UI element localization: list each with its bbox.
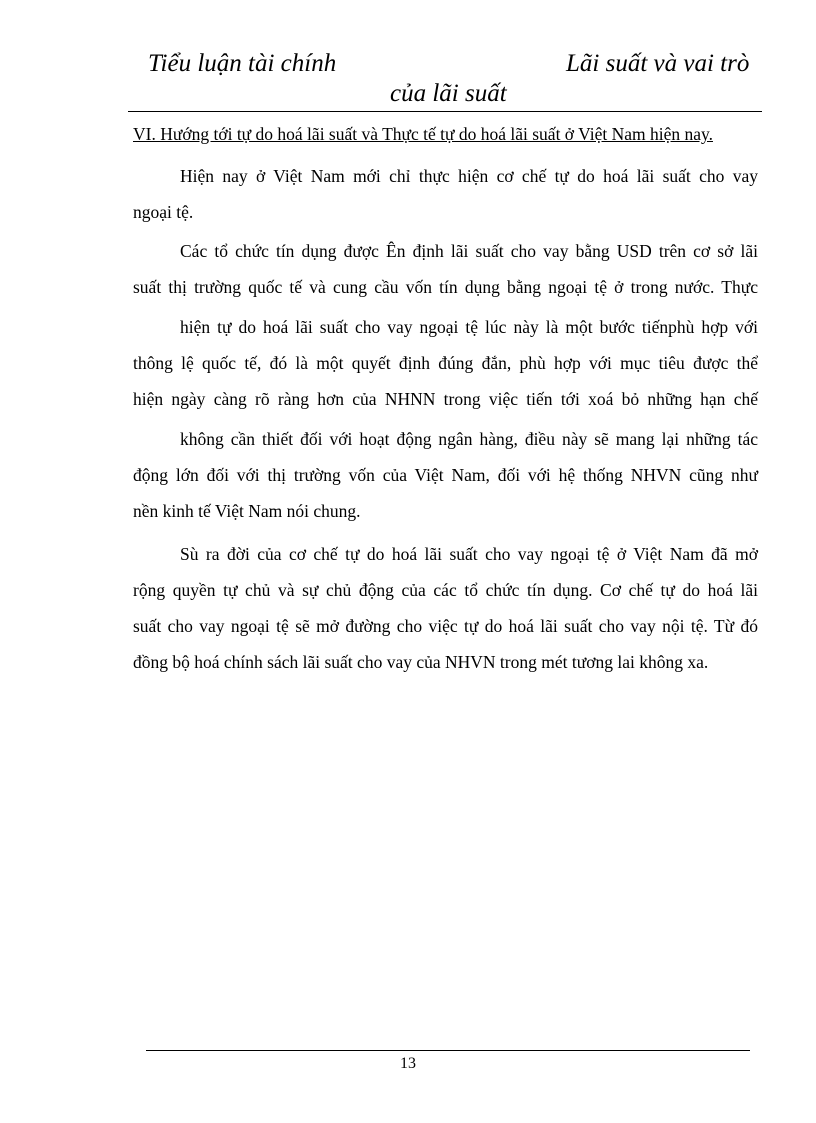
body-line: hiện ngày càng rõ ràng hơn của NHNN trong việc tiến tới xoá bỏ những hạn chế — [133, 389, 758, 409]
body-line: hiện tự do hoá lãi suất cho vay ngoại tệ lúc này là một bước tiếnphù hợp với — [180, 317, 758, 337]
body-line: suất thị trường quốc tế và cung cầu vốn tín dụng bằng ngoại tệ ở trong nước. Thực — [133, 277, 758, 297]
header-title-right: Lãi suất và vai trò — [566, 50, 750, 77]
section-heading: VI. Hướng tới tự do hoá lãi suất và Thực tế tự do hoá lãi suất ở Việt Nam hiện nay. — [133, 124, 713, 144]
body-line: ngoại tệ. — [133, 202, 194, 222]
body-line: động lớn đối với thị trường vốn của Việt Nam, đối với hệ thống NHVN cũng như — [133, 465, 758, 485]
header-divider — [128, 111, 762, 112]
body-line: không cần thiết đối với hoạt động ngân hàng, điều này sẽ mang lại những tác — [180, 429, 758, 449]
body-line: Các tổ chức tín dụng được Ên định lãi suất cho vay bằng USD trên cơ sở lãi — [180, 241, 758, 261]
footer-divider — [146, 1050, 750, 1051]
body-line: nền kinh tế Việt Nam nói chung. — [133, 501, 361, 521]
header-title-left: Tiểu luận tài chính — [148, 50, 337, 77]
body-line: đồng bộ hoá chính sách lãi suất cho vay của NHVN trong mét tương lai không xa. — [133, 652, 709, 672]
header-title-sub: của lãi suất — [390, 80, 507, 107]
body-line: Hiện nay ở Việt Nam mới chỉ thực hiện cơ chế tự do hoá lãi suất cho vay — [180, 166, 758, 186]
page-number: 13 — [400, 1055, 416, 1072]
body-line: Sù ra đời của cơ chế tự do hoá lãi suất cho vay ngoại tệ ở Việt Nam đã mở — [180, 544, 758, 564]
body-line: rộng quyền tự chủ và sự chủ động của các tổ chức tín dụng. Cơ chế tự do hoá lãi — [133, 580, 758, 600]
body-line: suất cho vay ngoại tệ sẽ mở đường cho việc tự do hoá lãi suất cho vay nội tệ. Từ đó — [133, 616, 758, 636]
body-line: thông lệ quốc tế, đó là một quyết định đúng đắn, phù hợp với mục tiêu được thể — [133, 353, 758, 373]
